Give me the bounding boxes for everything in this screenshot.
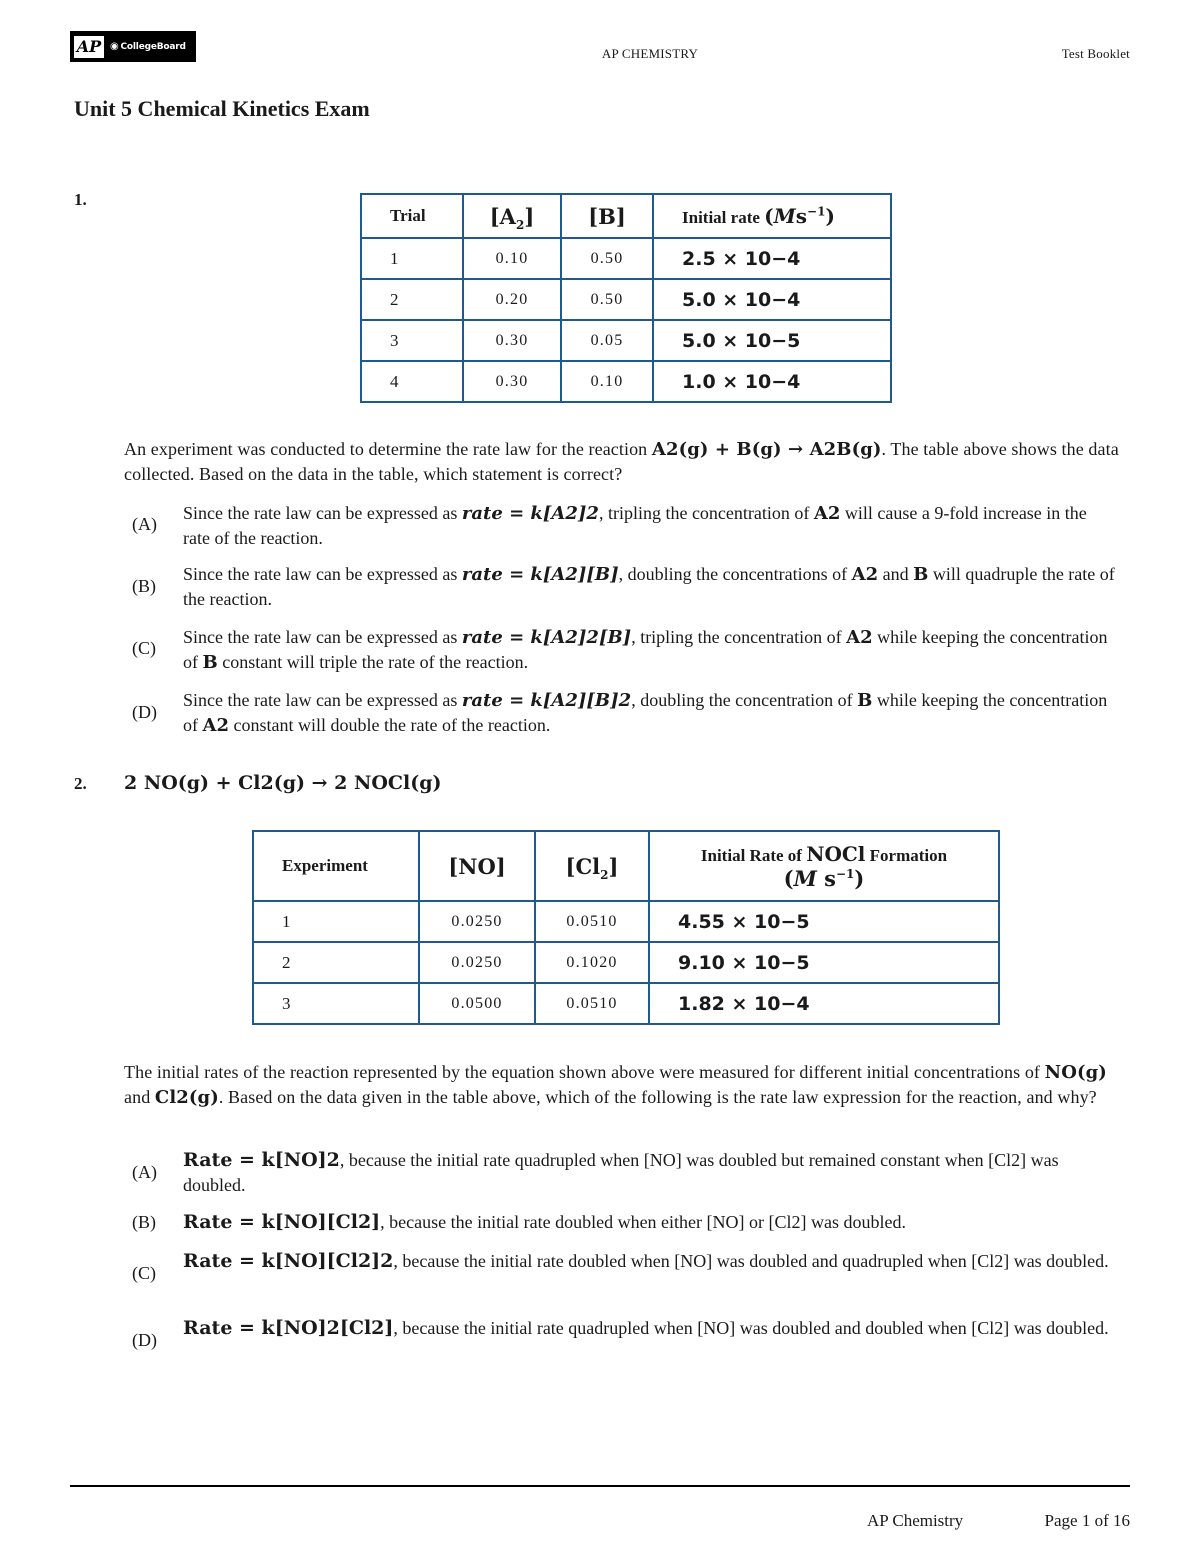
option-d-text[interactable] [183, 688, 1118, 738]
table-header: Experiment [253, 831, 419, 901]
table-cell: 0.50 [561, 238, 653, 279]
option-text: , tripling the concentration of [598, 503, 810, 523]
table-header: [NO] [419, 831, 535, 901]
table-row [253, 942, 999, 983]
table-cell: 1.82 × 10−4 [649, 983, 999, 1024]
option-text: Since the rate law can be expressed as [183, 627, 458, 647]
option-variable: B [857, 690, 873, 711]
stem-equation: A2(g) + B(g) → A2B(g) [651, 439, 882, 460]
table-cell: 0.1020 [535, 942, 649, 983]
option-letter[interactable]: (D) [132, 1330, 157, 1350]
table-cell: 3 [361, 320, 463, 361]
table-cell: 0.0250 [419, 942, 535, 983]
table-row [361, 279, 891, 320]
option-text: , because the initial rate doubled when either [NO] or [Cl2] was doubled. [380, 1212, 906, 1232]
table-header: $[A_2]$ [463, 194, 561, 238]
option-text: while keeping the concentration of [183, 690, 1108, 735]
stem-text: and [124, 1087, 151, 1107]
option-equation: rate = k[A2]2 [461, 503, 599, 524]
footer-page-number: Page 1 of 16 [1044, 1511, 1130, 1530]
option-letter[interactable]: (D) [132, 702, 157, 722]
table-cell: 5.0 × 10−4 [653, 279, 891, 320]
table-cell: 0.50 [561, 279, 653, 320]
table-cell: 0.0510 [535, 901, 649, 942]
option-text: , doubling the concentration of [631, 690, 853, 710]
option-b-text[interactable] [183, 562, 1118, 612]
option-d-text[interactable] [183, 1316, 1118, 1341]
question-2-equation: 2 NO(g) + Cl2(g) → 2 NOCl(g) [124, 772, 442, 794]
option-variable: A2 [813, 503, 841, 524]
option-equation: Rate = k[NO][Cl2]2 [183, 1250, 394, 1272]
table-cell: 0.30 [463, 361, 561, 402]
table-cell: 0.0500 [419, 983, 535, 1024]
stem-variable: Cl2(g) [154, 1087, 219, 1108]
table-header-row [361, 194, 891, 238]
option-letter[interactable]: (B) [132, 576, 156, 596]
option-variable: A2 [846, 627, 873, 648]
table-cell: 0.0510 [535, 983, 649, 1024]
table-cell: 0.05 [561, 320, 653, 361]
table-cell: 0.10 [463, 238, 561, 279]
option-letter[interactable]: (B) [132, 1212, 156, 1232]
table-cell: 1 [361, 238, 463, 279]
logo-ap-mark: AP [74, 36, 104, 58]
table-cell: 4 [361, 361, 463, 402]
table-cell: 0.0250 [419, 901, 535, 942]
option-text: , because the initial rate doubled when [NO] was doubled and quadrupled when [Cl2] was doubled. [393, 1251, 1109, 1271]
question-1-table [360, 193, 892, 403]
table-header: Initial Rate of NOCl Formation (M $s^{-1}$) [649, 831, 999, 901]
question-1-stem [124, 437, 1124, 487]
table-cell: 9.10 × 10−5 [649, 942, 999, 983]
option-c-text[interactable] [183, 625, 1118, 675]
logo-brand-text: CollegeBoard [120, 42, 186, 52]
table-cell: 2 [253, 942, 419, 983]
option-text: , tripling the concentration of [631, 627, 842, 647]
option-text: Since the rate law can be expressed as [183, 690, 458, 710]
footer-divider [70, 1485, 1130, 1487]
footer-course: AP Chemistry [867, 1511, 964, 1530]
option-text: while keeping the concentration of [183, 627, 1108, 672]
option-variable: A2 [851, 564, 879, 585]
option-text: , because the initial rate quadrupled when [NO] was doubled and doubled when [Cl2] was doubled. [393, 1318, 1109, 1338]
table-cell: 2 [361, 279, 463, 320]
stem-text: An experiment was conducted to determine the rate law for the reaction [124, 439, 648, 459]
option-letter[interactable]: (C) [132, 638, 156, 658]
table-cell: 1.0 × 10−4 [653, 361, 891, 402]
option-text: will quadruple the rate of the reaction. [183, 564, 1115, 609]
table-header: Initial rate $(Ms^{-1})$ [653, 194, 891, 238]
logo-brand [110, 41, 186, 52]
option-equation: rate = k[A2][B] [461, 564, 619, 585]
option-text: , because the initial rate quadrupled when [NO] was doubled but remained constant when [Cl2] was doubled. [183, 1150, 1059, 1195]
option-variable: A2 [202, 715, 229, 736]
option-equation: Rate = k[NO]2[Cl2] [183, 1317, 394, 1339]
option-variable: B [913, 564, 929, 585]
option-variable: B [202, 652, 218, 673]
table-cell: 2.5 × 10−4 [653, 238, 891, 279]
table-cell: 1 [253, 901, 419, 942]
table-cell: 5.0 × 10−5 [653, 320, 891, 361]
option-c-text[interactable] [183, 1249, 1118, 1274]
header-booklet: Test Booklet [1061, 46, 1130, 61]
option-equation: rate = k[A2]2[B] [461, 627, 632, 648]
option-b-text[interactable] [183, 1210, 1118, 1235]
table-row [361, 320, 891, 361]
question-2-table [252, 830, 1000, 1025]
table-header: Trial [361, 194, 463, 238]
table-cell: 0.20 [463, 279, 561, 320]
option-equation: rate = k[A2][B]2 [461, 690, 632, 711]
option-letter[interactable]: (A) [132, 514, 157, 534]
question-2-stem [124, 1060, 1129, 1110]
question-1-number: 1. [74, 190, 87, 209]
option-a-text[interactable] [183, 501, 1118, 551]
option-text: , doubling the concentrations of [618, 564, 848, 584]
stem-text: The initial rates of the reaction represented by the equation shown above were measured for different initial concentrations of [124, 1062, 1041, 1082]
option-equation: Rate = k[NO][Cl2] [183, 1211, 381, 1233]
table-row [253, 983, 999, 1024]
option-text: constant will triple the rate of the reaction. [222, 652, 529, 672]
option-letter[interactable]: (C) [132, 1263, 156, 1283]
question-2-number: 2. [74, 774, 87, 793]
table-header-row [253, 831, 999, 901]
option-a-text[interactable] [183, 1148, 1118, 1198]
stem-text: . The table above shows the data collected. Based on the data in the table, which statement is correct? [124, 439, 1119, 484]
table-row [361, 361, 891, 402]
exam-title: Unit 5 Chemical Kinetics Exam [74, 96, 370, 121]
table-header: $[Cl_2]$ [535, 831, 649, 901]
option-text: constant will double the rate of the reaction. [233, 715, 551, 735]
stem-text: . Based on the data given in the table above, which of the following is the rate law expression for the reaction, and why? [218, 1087, 1097, 1107]
ap-logo [70, 31, 196, 62]
table-cell: 3 [253, 983, 419, 1024]
option-letter[interactable]: (A) [132, 1162, 157, 1182]
header-subject: AP CHEMISTRY [601, 46, 699, 61]
stem-variable: NO(g) [1044, 1062, 1107, 1083]
option-text: and [882, 564, 909, 584]
acorn-icon: ◉ [110, 41, 119, 52]
table-row [253, 901, 999, 942]
table-cell: 0.30 [463, 320, 561, 361]
option-equation: Rate = k[NO]2 [183, 1149, 340, 1171]
option-text: Since the rate law can be expressed as [183, 503, 458, 523]
table-header: [B] [561, 194, 653, 238]
option-text: will cause a 9-fold increase in the rate of the reaction. [183, 503, 1087, 548]
option-text: Since the rate law can be expressed as [183, 564, 458, 584]
table-cell: 0.10 [561, 361, 653, 402]
table-row [361, 238, 891, 279]
table-cell: 4.55 × 10−5 [649, 901, 999, 942]
